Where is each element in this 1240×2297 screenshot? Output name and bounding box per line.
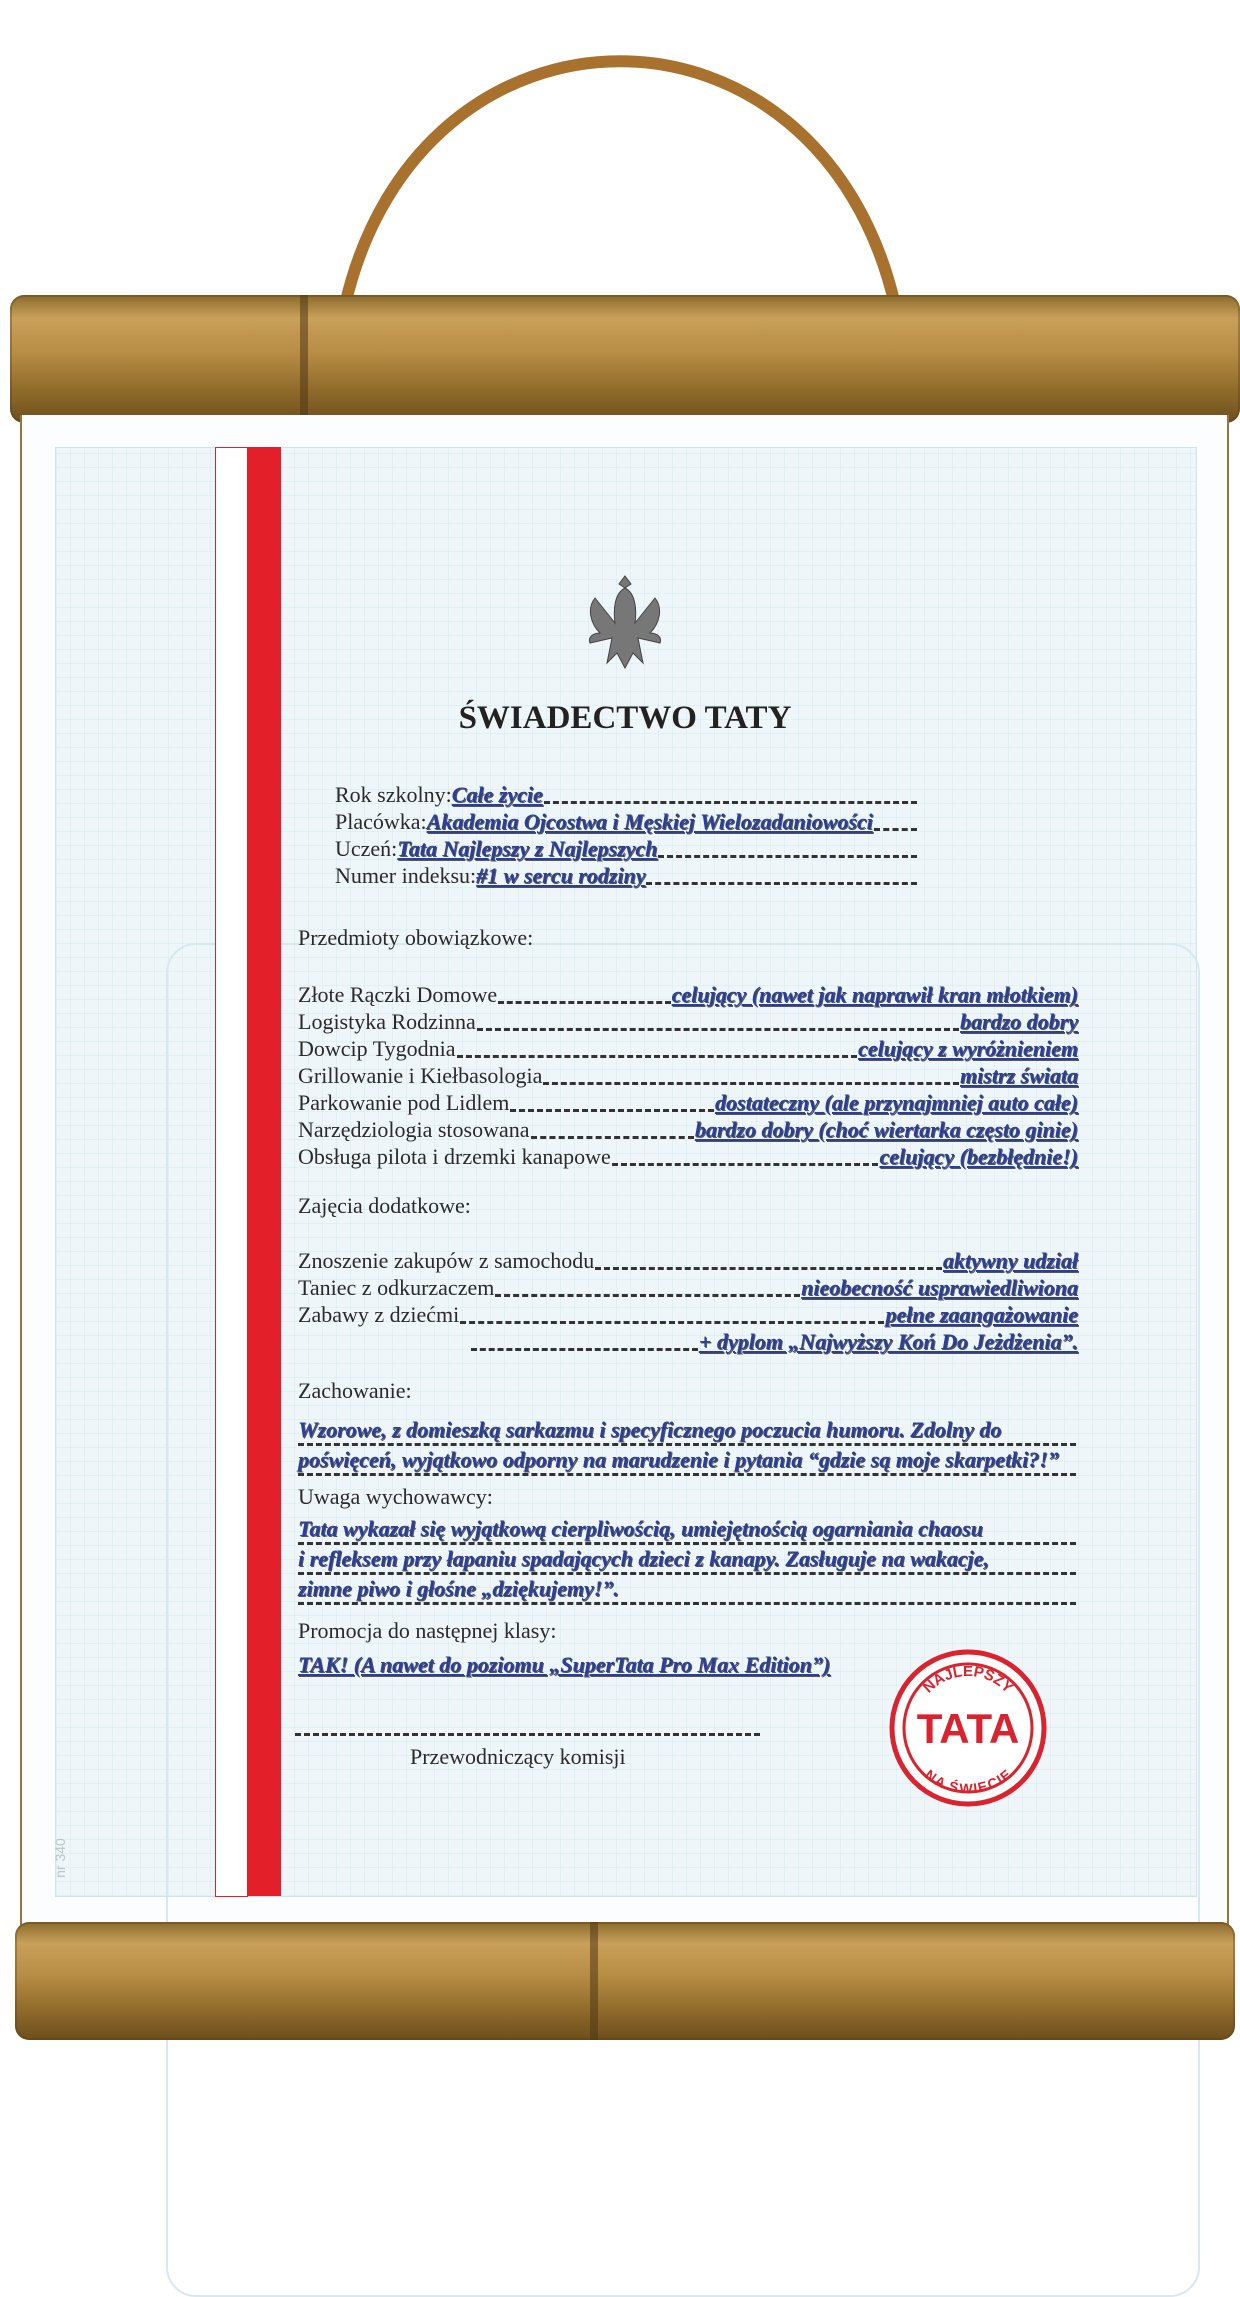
- row-value: #1 w sercu rodziny: [476, 863, 646, 888]
- dashed-fill: [471, 1348, 698, 1351]
- row-label: Narzędziologia stosowana: [298, 1117, 530, 1142]
- row-value: mistrz świata: [960, 1063, 1078, 1088]
- row-value: bardzo dobry (choć wiertarka często ginie): [694, 1117, 1078, 1142]
- remarks-line: zimne piwo i głośne „dziękujemy!”.: [298, 1575, 1076, 1605]
- row-value: dostateczny (ale przynajmniej auto całe): [715, 1090, 1078, 1115]
- header-field: [335, 834, 918, 862]
- dashed-fill: [612, 1163, 879, 1166]
- dashed-fill: [531, 1136, 694, 1139]
- behavior-line: poświęceń, wyjątkowo odporny na marudzenie i pytania “gdzie są moje skarpetki?!”: [298, 1446, 1076, 1476]
- dashed-fill: [460, 1321, 884, 1324]
- promotion-heading: Promocja do następnej klasy:: [298, 1618, 557, 1643]
- row-value: aktywny udział: [942, 1248, 1078, 1273]
- row-label: Parkowanie pod Lidlem: [298, 1090, 510, 1115]
- signature-label: Przewodniczący komisji: [410, 1744, 626, 1769]
- subject-row: [298, 1088, 1078, 1116]
- subject-row: [298, 1061, 1078, 1089]
- behavior-heading: Zachowanie:: [298, 1378, 412, 1403]
- dashed-fill: [498, 1001, 670, 1004]
- dashed-fill: [646, 882, 917, 885]
- dashed-fill: [658, 855, 917, 858]
- row-label: Logistyka Rodzinna: [298, 1009, 476, 1034]
- subject-row: [298, 1007, 1078, 1035]
- header-field: [335, 780, 918, 808]
- row-value: pełne zaangażowanie: [885, 1302, 1078, 1327]
- top-bamboo-rod: [10, 295, 1240, 423]
- promotion-value: TAK! (A nawet do poziomu „SuperTata Pro Max Edition”): [298, 1652, 831, 1677]
- row-value: Akademia Ojcostwa i Męskiej Wielozadaniowości: [426, 809, 873, 834]
- flag-stripe-red: [247, 447, 281, 1896]
- behavior-line: Wzorowe, z domieszką sarkazmu i specyficznego poczucia humoru. Zdolny do: [298, 1416, 1076, 1446]
- dashed-fill: [457, 1055, 857, 1058]
- row-label: Znoszenie zakupów z samochodu: [298, 1248, 595, 1273]
- row-value: Tata Najlepszy z Najlepszych: [397, 836, 658, 861]
- behavior-text: [298, 1416, 1076, 1476]
- stamp-top-text: NAJLEPSZY: [919, 1662, 1017, 1697]
- remarks-text: [298, 1515, 1076, 1605]
- page-title: ŚWIADECTWO TATY: [458, 700, 792, 736]
- serial-number: nr 340: [51, 1838, 68, 1878]
- header-field: [335, 807, 918, 835]
- remarks-line: Tata wykazał się wyjątkową cierpliwością, umiejętnością ogarniania chaosu: [298, 1515, 1076, 1545]
- row-label: Rok szkolny:: [335, 782, 452, 807]
- row-value: celujący (nawet jak naprawił kran młotkiem): [671, 982, 1078, 1007]
- row-value: + dyplom „Najwyższy Koń Do Jeżdżenia”.: [698, 1329, 1078, 1354]
- row-label: Taniec z odkurzaczem: [298, 1275, 495, 1300]
- row-label: Zabawy z dziećmi: [298, 1302, 460, 1327]
- subject-row: [298, 1115, 1078, 1143]
- dashed-fill: [874, 828, 917, 831]
- row-value: nieobecność usprawiedliwiona: [801, 1275, 1078, 1300]
- extra-row: [298, 1273, 1078, 1301]
- subject-row: [298, 980, 1078, 1008]
- extra-row: [298, 1246, 1078, 1274]
- remarks-line: i refleksem przy łapaniu spadających dzieci z kanapy. Zasługuje na wakacje,: [298, 1545, 1076, 1575]
- extra-row: [298, 1300, 1078, 1328]
- header-field: [335, 861, 918, 889]
- subject-row: [298, 1034, 1078, 1062]
- dashed-fill: [495, 1294, 800, 1297]
- dashed-fill: [543, 1082, 959, 1085]
- row-label: Obsługa pilota i drzemki kanapowe: [298, 1144, 611, 1169]
- flag-stripe-white: [215, 447, 248, 1897]
- best-dad-stamp: [888, 1648, 1048, 1808]
- mandatory-heading: Przedmioty obowiązkowe:: [298, 925, 534, 950]
- stamp-bottom-text: NA ŚWIECIE: [922, 1766, 1015, 1797]
- row-value: celujący z wyróżnieniem: [858, 1036, 1078, 1061]
- row-label: Placówka:: [335, 809, 427, 834]
- dashed-fill: [510, 1109, 714, 1112]
- remarks-heading: Uwaga wychowawcy:: [298, 1484, 493, 1509]
- row-label: Uczeń:: [335, 836, 398, 861]
- row-value: celujący (bezbłędnie!): [879, 1144, 1078, 1169]
- stamp-center-text: TATA: [916, 1705, 1020, 1752]
- row-label: Grillowanie i Kiełbasologia: [298, 1063, 543, 1088]
- dashed-fill: [595, 1267, 942, 1270]
- hanging-rope: [0, 0, 1240, 320]
- dashed-fill: [544, 801, 917, 804]
- row-value: Całe życie: [451, 782, 543, 807]
- signature-line: [295, 1733, 760, 1736]
- extra-row: [470, 1327, 1078, 1355]
- extra-heading: Zajęcia dodatkowe:: [298, 1193, 471, 1218]
- subject-row: [298, 1142, 1078, 1170]
- dashed-fill: [477, 1028, 959, 1031]
- eagle-emblem-icon: [575, 568, 675, 678]
- row-value: bardzo dobry: [960, 1009, 1078, 1034]
- row-label: Dowcip Tygodnia: [298, 1036, 456, 1061]
- row-label: Numer indeksu:: [335, 863, 477, 888]
- row-label: Złote Rączki Domowe: [298, 982, 498, 1007]
- bottom-bamboo-rod: [15, 1922, 1235, 2040]
